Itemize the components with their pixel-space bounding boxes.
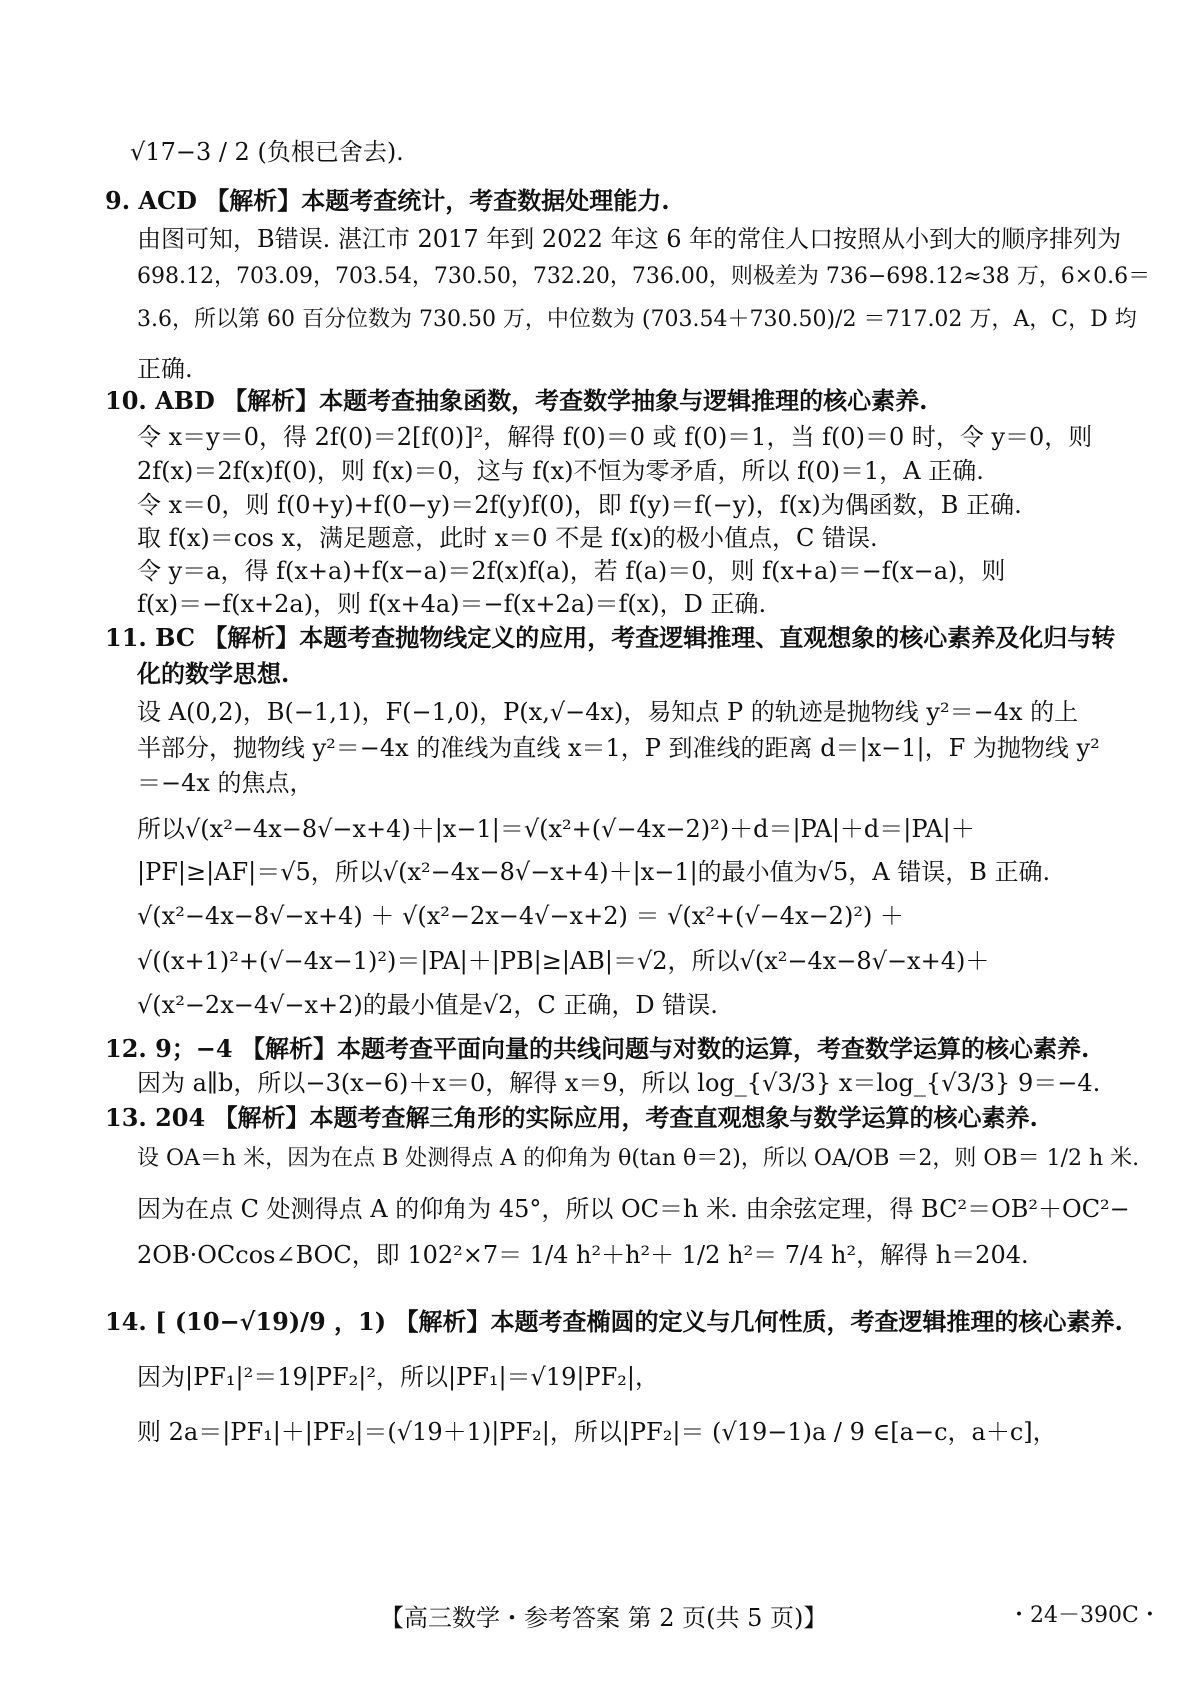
text-line: ＝−4x 的焦点， xyxy=(137,769,314,797)
question-heading: 14. [ (10−√19)/9 ，1) 【解析】本题考查椭圆的定义与几何性质，考查逻辑推理的核心素养. xyxy=(105,1307,1123,1336)
text-line: 令 x＝y＝0，得 2f(0)＝2[f(0)]²，解得 f(0)＝0 或 f(0)＝1，当 f(0)＝0 时，令 y＝0，则 xyxy=(137,423,1093,451)
page-footer: 【高三数学・参考答案 第 2 页(共 5 页)】 xyxy=(380,1604,828,1632)
question-heading: 9. ACD 【解析】本题考查统计，考查数据处理能力. xyxy=(105,186,670,215)
text-line: √((x+1)²+(√−4x−1)²)＝|PA|＋|PB|≥|AB|＝√2，所以√(x²−4x−8√−x+4)＋ xyxy=(137,947,990,975)
document-code: ・24－390C・ xyxy=(1008,1603,1161,1628)
text-line: 所以√(x²−4x−8√−x+4)＋|x−1|＝√(x²+(√−4x−2)²)＋d＝|PA|＋d＝|PA|＋ xyxy=(137,815,975,843)
text-line: √(x²−2x−4√−x+2)的最小值是√2，C 正确，D 错误. xyxy=(137,991,718,1019)
text-line: 取 f(x)＝cos x，满足题意，此时 x＝0 不是 f(x)的极小值点，C 错误. xyxy=(137,524,878,552)
text-line: 设 A(0,2)，B(−1,1)，F(−1,0)，P(x,√−4x)，易知点 P 的轨迹是抛物线 y²＝−4x 的上 xyxy=(137,698,1079,726)
text-line: 2f(x)＝2f(x)f(0)，则 f(x)＝0，这与 f(x)不恒为零矛盾，所以 f(0)＝1，A 正确. xyxy=(137,457,984,485)
question-heading: 13. 204 【解析】本题考查解三角形的实际应用，考查直观想象与数学运算的核心素养. xyxy=(105,1103,1038,1132)
text-line: 则 2a＝|PF₁|＋|PF₂|＝(√19＋1)|PF₂|，所以|PF₂|＝ (√19−1)a / 9 ∈[a−c，a＋c]， xyxy=(137,1418,1057,1446)
text-line: |PF|≥|AF|＝√5，所以√(x²−4x−8√−x+4)＋|x−1|的最小值为√5，A 错误，B 正确. xyxy=(137,858,1051,886)
text-line: 令 y＝a，得 f(x+a)+f(x−a)＝2f(x)f(a)，若 f(a)＝0，则 f(x+a)＝−f(x−a)，则 xyxy=(137,557,1006,585)
text-line: 698.12，703.09，703.54，730.50，732.20，736.00，则极差为 736−698.12≈38 万，6×0.6＝ xyxy=(137,264,1151,289)
text-line: f(x)＝−f(x+2a)，则 f(x+4a)＝−f(x+2a)＝f(x)，D 正确. xyxy=(137,590,767,618)
question-heading: 10. ABD 【解析】本题考查抽象函数，考查数学抽象与逻辑推理的核心素养. xyxy=(105,386,928,415)
text-line: 由图可知，B错误. 湛江市 2017 年到 2022 年这 6 年的常住人口按照从小到大的顺序排列为 xyxy=(137,225,1122,253)
text-line: √(x²−4x−8√−x+4) ＋ √(x²−2x−4√−x+2) ＝ √(x²+(√−4x−2)²) ＋ xyxy=(137,902,904,930)
text-line: 半部分，抛物线 y²＝−4x 的准线为直线 x＝1，P 到准线的距离 d＝|x−1|，F 为抛物线 y² xyxy=(137,734,1100,762)
text-line: √17−3 / 2 (负根已舍去). xyxy=(130,138,404,166)
text-line: 正确. xyxy=(137,355,193,383)
text-line: 3.6，所以第 60 百分位数为 730.50 万，中位数为 (703.54＋730.50)/2 ＝717.02 万，A，C，D 均 xyxy=(137,307,1137,332)
text-line: 令 x＝0，则 f(0+y)+f(0−y)＝2f(y)f(0)，即 f(y)＝f(−y)，f(x)为偶函数，B 正确. xyxy=(137,491,1022,519)
text-line: 因为|PF₁|²＝19|PF₂|²，所以|PF₁|＝√19|PF₂|， xyxy=(137,1363,659,1391)
text-line: 因为在点 C 处测得点 A 的仰角为 45°，所以 OC＝h 米. 由余弦定理，得 BC²＝OB²＋OC²− xyxy=(137,1195,1130,1223)
text-line: 因为 a∥b，所以−3(x−6)＋x＝0，解得 x＝9，所以 log_{√3/3} x＝log_{√3/3} 9＝−4. xyxy=(137,1069,1101,1097)
question-heading-cont: 化的数学思想. xyxy=(137,659,290,688)
text-line: 设 OA＝h 米，因为在点 B 处测得点 A 的仰角为 θ(tan θ＝2)，所以 OA/OB ＝2，则 OB＝ 1/2 h 米. xyxy=(137,1146,1140,1171)
text-line: 2OB·OCcos∠BOC，即 102²×7＝ 1/4 h²＋h²＋ 1/2 h²＝ 7/4 h²，解得 h＝204. xyxy=(137,1241,1029,1269)
question-heading: 11. BC 【解析】本题考查抛物线定义的应用，考查逻辑推理、直观想象的核心素养及化归与转 xyxy=(105,623,1116,652)
question-heading: 12. 9；−4 【解析】本题考查平面向量的共线问题与对数的运算，考查数学运算的核心素养. xyxy=(105,1034,1090,1063)
